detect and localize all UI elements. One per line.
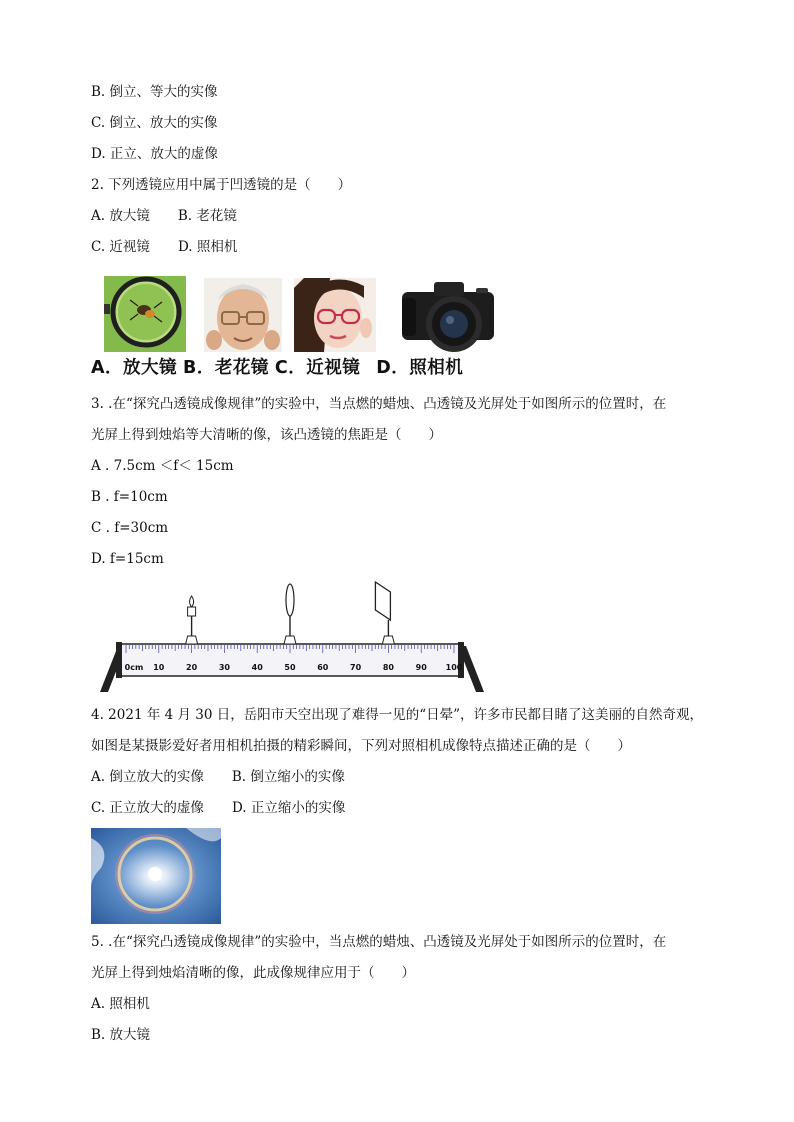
sun-halo-photo xyxy=(91,828,221,924)
q1-option-b: B. 倒立、等大的实像 xyxy=(91,84,218,100)
magnifier-photo xyxy=(104,276,186,352)
old-man-reading-glasses-photo xyxy=(204,278,282,352)
scale-label: 50 xyxy=(284,663,296,672)
q5-stem-line2: 光屏上得到烛焰清晰的像，此成像规律应用于（ ） xyxy=(91,965,415,981)
camera-photo xyxy=(398,278,498,356)
scale-label: 30 xyxy=(218,663,230,672)
caption-c: C．近视镜 xyxy=(274,358,361,378)
q3-option-d: D. f=15cm xyxy=(91,551,164,567)
q3-option-b: B . f=10cm xyxy=(91,489,168,505)
q2-options-row1 xyxy=(91,207,237,225)
q2-option-b: B. 老花镜 xyxy=(177,208,237,224)
scale-label: 10 xyxy=(153,663,165,672)
scale-label: 0cm xyxy=(124,663,144,672)
q2-option-c: C. 近视镜 xyxy=(91,239,150,255)
q3-stem-line2: 光屏上得到烛焰等大清晰的像，该凸透镜的焦距是（ ） xyxy=(91,427,442,443)
q5-stem-line1: 5. .在“探究凸透镜成像规律”的实验中，当点燃的蜡烛、凸透镜及光屏处于如图所示的位置时，在 xyxy=(91,934,667,950)
q1-option-c: C. 倒立、放大的实像 xyxy=(91,115,218,131)
scale-label: 90 xyxy=(415,663,427,672)
caption-a: A．放大镜 xyxy=(91,358,178,378)
scale-label: 80 xyxy=(382,663,394,672)
q4-options-row2 xyxy=(91,799,345,817)
q3-stem-line1: 3. .在“探究凸透镜成像规律”的实验中，当点燃的蜡烛、凸透镜及光屏处于如图所示的位置时，在 xyxy=(91,396,667,412)
q4-options-row1 xyxy=(91,768,345,786)
q2-image-captions xyxy=(91,354,469,379)
q1-option-d: D. 正立、放大的虚像 xyxy=(91,146,218,162)
scale-label: 20 xyxy=(186,663,198,672)
caption-b: B．老花镜 xyxy=(183,358,269,378)
scale-label: 40 xyxy=(251,663,263,672)
convex-lens xyxy=(284,584,296,644)
candle xyxy=(186,596,198,644)
q4-option-a: A. 倒立放大的实像 xyxy=(91,769,204,785)
q4-stem-line1: 4. 2021 年 4 月 30 日，岳阳市天空出现了难得一见的“日晕”，许多市民都目睹了这美丽的自然奇观， xyxy=(91,707,704,723)
scale-label: 70 xyxy=(350,663,362,672)
q5-option-b: B. 放大镜 xyxy=(91,1027,151,1043)
q2-stem: 2. 下列透镜应用中属于凹透镜的是（ ） xyxy=(91,177,352,193)
q4-option-b: B. 倒立缩小的实像 xyxy=(231,769,345,785)
q3-option-c: C . f=30cm xyxy=(91,520,169,536)
q4-option-c: C. 正立放大的虚像 xyxy=(91,800,204,816)
scale-label: 100 xyxy=(445,663,463,672)
light-screen xyxy=(375,582,394,644)
q2-option-a: A. 放大镜 xyxy=(91,208,150,224)
scale-label: 60 xyxy=(317,663,329,672)
q2-options-row2 xyxy=(91,238,237,256)
woman-glasses-photo xyxy=(294,278,376,352)
q5-option-a: A. 照相机 xyxy=(91,996,150,1012)
q3-option-a: A . 7.5cm ＜f＜ 15cm xyxy=(91,458,234,474)
optical-bench-diagram xyxy=(96,578,490,696)
q4-stem-line2: 如图是某摄影爱好者用相机拍摄的精彩瞬间，下列对照相机成像特点描述正确的是（ ） xyxy=(91,738,631,754)
q4-option-d: D. 正立缩小的实像 xyxy=(231,800,346,816)
q2-option-d: D. 照相机 xyxy=(177,239,238,255)
caption-d: D．照相机 xyxy=(376,358,464,378)
